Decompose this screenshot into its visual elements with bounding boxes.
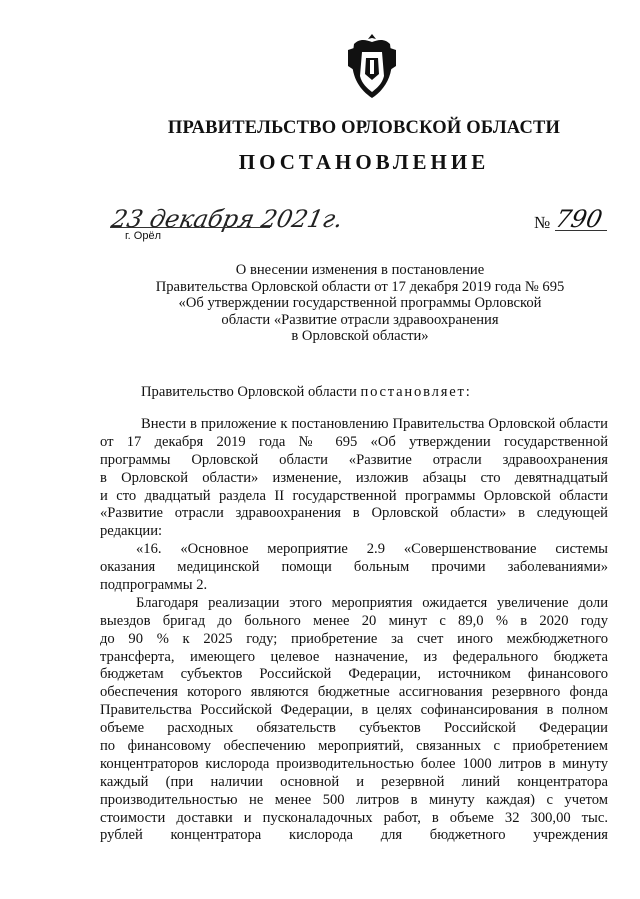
body-line: выездов бригад до больного менее 20 минут с 89,0 % в 2020 году (100, 612, 608, 629)
body-line: программы Орловской области «Развитие отрасли здравоохранения (100, 451, 608, 468)
document-subject (100, 262, 620, 345)
body-line: оказания медицинской помощи больным прочими заболеваниями» (100, 559, 608, 576)
body-line: каждый (при наличии основной и резервной линий концентратора (100, 773, 608, 790)
preamble-text: Правительство Орловской области (141, 384, 361, 400)
subject-line: Правительства Орловской области от 17 декабря 2019 года № 695 (155, 278, 565, 295)
body-line: Правительства Российской Федерации, в целях софинансирования в полном (100, 702, 608, 719)
body-line: Благодаря реализации этого мероприятия ожидается увеличение доли (136, 594, 608, 611)
body-line: редакции: (100, 523, 163, 540)
city: г. Орёл (125, 230, 161, 242)
body-line: «Развитие отрасли здравоохранения в Орловской области» в следующей (100, 505, 608, 522)
preamble-decree-word: постановляет: (360, 384, 472, 400)
body-line: до 90 % к 2025 году; приобретение за счет иного межбюджетного (100, 630, 608, 647)
body-line: трансферта, имеющего целевое назначение, из федерального бюджета (100, 648, 608, 665)
body-line: концентраторов кислорода производительностью более 1000 литров в минуту (100, 755, 608, 772)
document-body (100, 416, 608, 845)
date-underline (110, 227, 270, 228)
number-label: № (534, 213, 551, 232)
preamble (141, 384, 472, 401)
subject-line: в Орловской области» (291, 328, 429, 344)
body-line: и сто двадцатый раздела II государственной программы Орловской области (100, 487, 608, 504)
subject-line: области «Развитие отрасли здравоохранения (221, 311, 499, 328)
body-line: подпрограммы 2. (100, 577, 208, 594)
body-line: объеме расходных обязательств субъектов Российской Федерации (100, 720, 608, 737)
body-line: в Орловской области» изменение, изложив абзацы сто девятнадцатый (100, 469, 608, 486)
signature-date: 23 декабря 2021г. (109, 205, 346, 233)
body-line: производительностью не менее 500 литров в минуту каждая) с учетом (100, 791, 608, 808)
document-type: ПОСТАНОВЛЕНИЕ (238, 150, 490, 174)
body-line: от 17 декабря 2019 года № 695 «Об утверждении государственной (100, 433, 608, 450)
body-line: «16. «Основное мероприятие 2.9 «Совершенствование системы (136, 541, 608, 558)
subject-line: О внесении изменения в постановление (235, 262, 485, 278)
coat-of-arms-emblem (342, 30, 402, 102)
body-line: по финансовому обеспечению мероприятий, связанных с приобретением (100, 738, 608, 755)
body-line: бюджетам субъектов Российской Федерации, источником финансового (100, 666, 608, 683)
body-line: обеспечения которого являются бюджетные ассигнования резервного фонда (100, 684, 608, 701)
body-line: Внести в приложение к постановлению Правительства Орловской области (141, 416, 608, 432)
body-line: рублей концентратора кислорода для бюджетного учреждения (100, 827, 608, 844)
document-number: 790 (553, 205, 605, 233)
government-name: ПРАВИТЕЛЬСТВО ОРЛОВСКОЙ ОБЛАСТИ (167, 118, 561, 138)
body-line: стоимости доставки и пусконаладочных работ, в объеме 32 300,00 тыс. (100, 809, 608, 826)
number-underline (555, 230, 607, 231)
subject-line: «Об утверждении государственной программы Орловской (178, 295, 542, 311)
